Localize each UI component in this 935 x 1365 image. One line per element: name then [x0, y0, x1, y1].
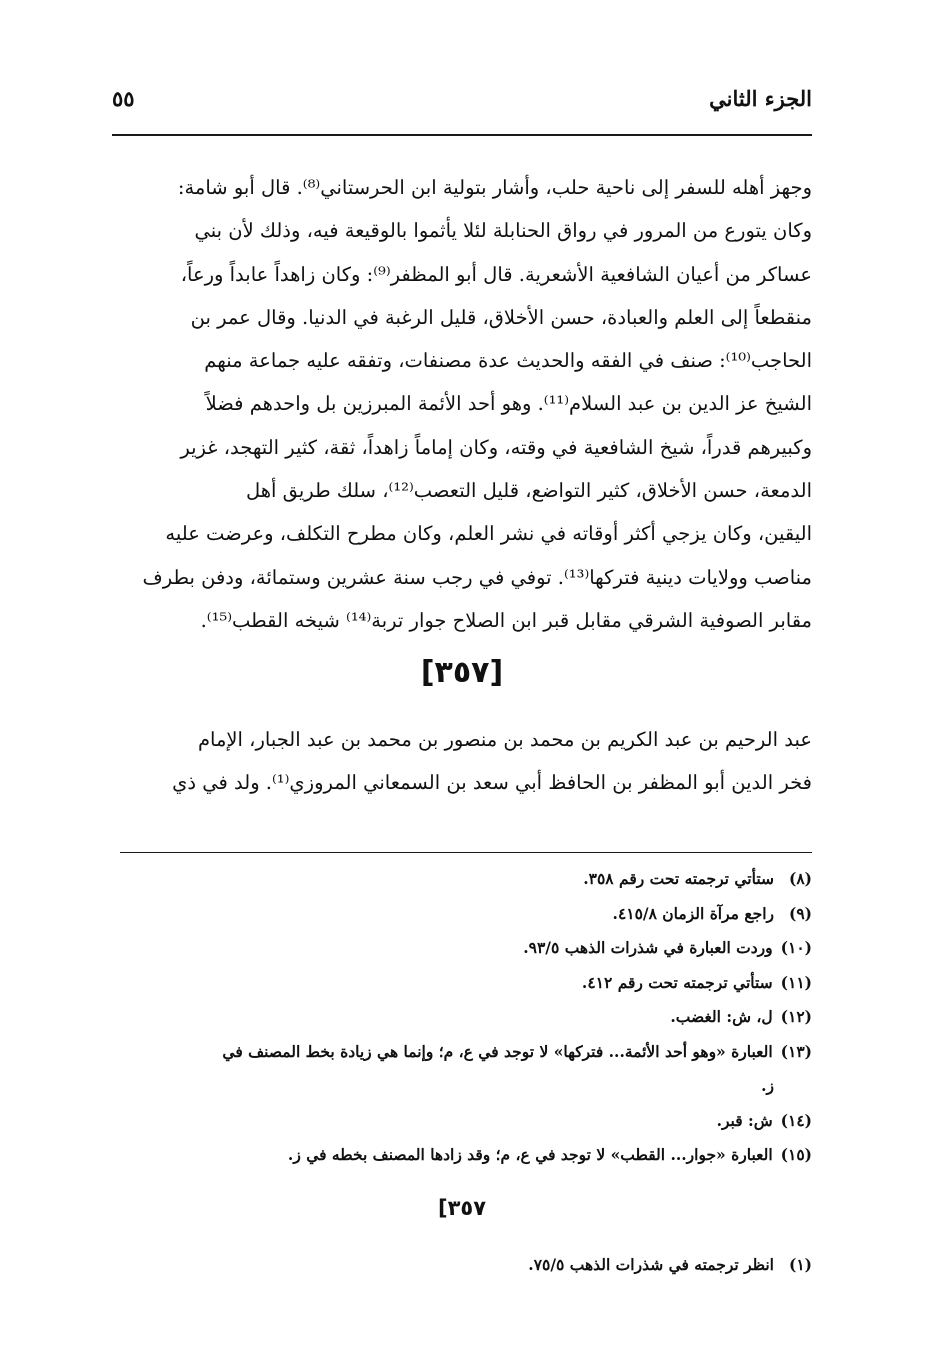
footnote-rule [120, 852, 812, 853]
paragraph-1 [112, 166, 812, 642]
text-line: عساكر من أعيان الشافعية الأشعرية. قال أبو المظفر⁽⁹⁾: وكان زاهداً عابداً ورعاً، [180, 262, 812, 286]
paragraph-2 [112, 718, 812, 805]
footnote-text: وردت العبارة في شذرات الذهب ٩٣/٥. [523, 938, 773, 957]
footnote [112, 1138, 812, 1173]
header-rule [112, 134, 812, 136]
footnotes-entry-357 [112, 1248, 812, 1283]
text-line: مناصب وولايات دينية فتركها⁽¹³⁾. توفي في رجب سنة عشرين وستمائة، ودفن بطرف [142, 565, 812, 589]
footnotes [112, 862, 812, 1173]
footnote-text: العبارة «جوار... القطب» لا توجد في ع، م؛ وقد زادها المصنف بخطه في ز. [287, 1145, 773, 1164]
footnote-number: (١٥) [780, 1145, 812, 1164]
footnote [112, 1000, 812, 1035]
text-line: مقابر الصوفية الشرقي مقابل قبر ابن الصلاح جوار تربة⁽¹⁴⁾ شيخه القطب⁽¹⁵⁾. [200, 608, 812, 632]
footnote-number: (١٤) [780, 1110, 812, 1130]
text-line: وكان يتورع من المرور في رواق الحنابلة لئلا يأثموا بالوقيعة فيه، وذلك لأن بني [194, 219, 812, 243]
footnote-continuation [112, 1069, 812, 1104]
footnote-number: (١١) [780, 972, 812, 992]
footnote-text: ستأتي ترجمته تحت رقم ٤١٢. [581, 972, 773, 992]
footnote-text: راجع مرآة الزمان ٤١٥/٨. [612, 903, 774, 923]
footnote-number: (١٠) [780, 938, 812, 957]
footnote-text: ش: قبر. [716, 1110, 773, 1130]
footnote-text: ل، ش: الغضب. [670, 1007, 773, 1026]
footnote [112, 1104, 812, 1139]
page-number: ٥٥ [112, 86, 135, 111]
footnote [112, 897, 812, 932]
text-line: منقطعاً إلى العلم والعبادة، حسن الأخلاق، قليل الرغبة في الدنيا. وقال عمر بن [190, 305, 812, 329]
footnote [112, 862, 812, 897]
text-line: فخر الدين أبو المظفر بن الحافظ أبي سعد بن السمعاني المروزي⁽¹⁾. ولد في ذي [172, 771, 812, 795]
footnote [112, 966, 812, 1001]
footnote-number: (١٢) [780, 1007, 812, 1026]
page-header [112, 86, 812, 120]
text-line: وكبيرهم قدراً، شيخ الشافعية في وقته، وكان إماماً زاهداً، ثقة، كثير التهجد، غزير [180, 435, 812, 459]
text-line: وجهز أهله للسفر إلى ناحية حلب، وأشار بتولية ابن الحرستاني⁽⁸⁾. قال أبو شامة: [177, 176, 812, 199]
footnote-number: (١٣) [780, 1041, 812, 1061]
footnote-number: (٩) [788, 903, 812, 923]
footnote-number: (٨) [788, 869, 812, 888]
text-line: الدمعة، حسن الأخلاق، كثير التواضع، قليل التعصب⁽¹²⁾، سلك طريق أهل [245, 479, 812, 503]
text-line: الشيخ عز الدين بن عبد السلام⁽¹¹⁾. وهو أحد الأئمة المبرزين بل واحدهم فضلاً [205, 392, 812, 416]
footnote-text: العبارة «وهو أحد الأئمة... فتركها» لا توجد في ع، م؛ وإنما هي زيادة بخط المصنف في [222, 1041, 773, 1061]
entry-number-heading: [٣٥٧] [420, 655, 504, 690]
entry-number-footnote-heading: ٣٥٧] [437, 1196, 487, 1220]
footnote [112, 931, 812, 966]
footnote-text: ستأتي ترجمته تحت رقم ٣٥٨. [583, 869, 774, 888]
footnote-text: انظر ترجمته في شذرات الذهب ٧٥/٥. [528, 1255, 774, 1274]
text-line: اليقين، وكان يزجي أكثر أوقاته في نشر العلم، وكان مطرح التكلف، وعرضت عليه [165, 522, 812, 546]
text-line: عبد الرحيم بن عبد الكريم بن محمد بن منصور بن محمد بن عبد الجبار، الإمام [197, 728, 812, 751]
text-line: الحاجب⁽¹⁰⁾: صنف في الفقه والحديث عدة مصنفات، وتفقه عليه جماعة منهم [204, 349, 812, 373]
footnote [112, 1248, 812, 1283]
footnote [112, 1035, 812, 1070]
footnote-number: (١) [788, 1255, 812, 1274]
footnote-text: ز. [761, 1076, 774, 1095]
running-title: الجزء الثاني [709, 86, 812, 111]
